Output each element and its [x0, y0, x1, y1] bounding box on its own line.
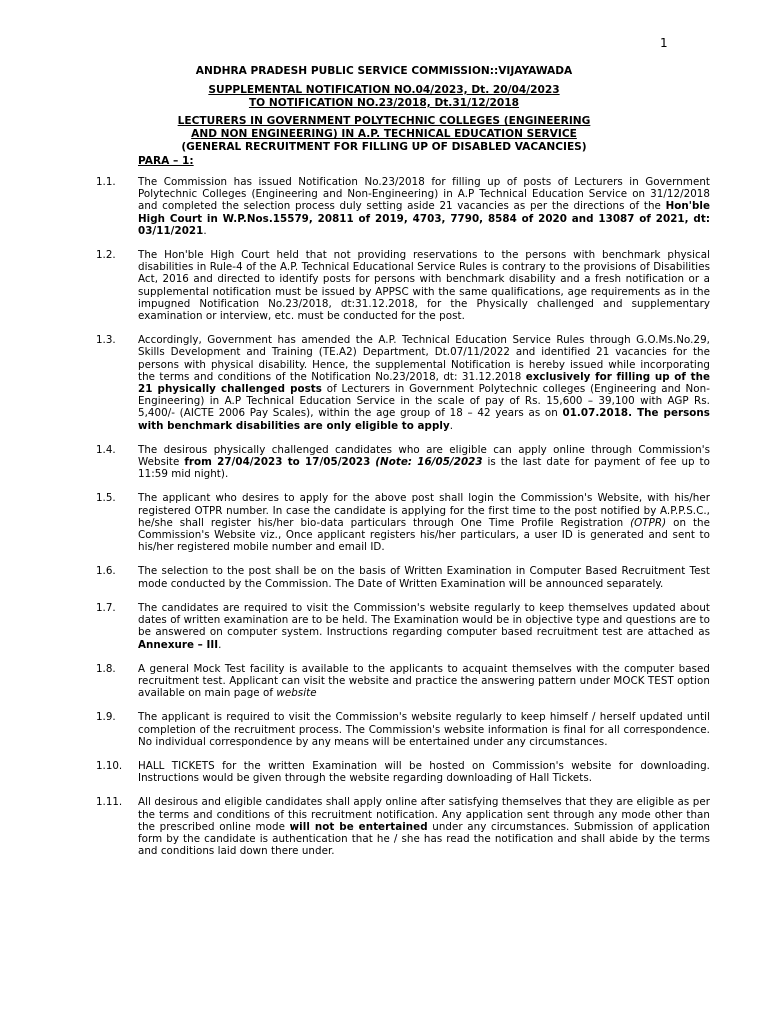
page-number: 1 — [660, 36, 668, 50]
paragraph-1-7: 1.7. The candidates are required to visit the Commission's website regularly to keep themselves updated about dates of written examination are to be held. The Examination would be in objective type and questions are to be answered on computer system. Instructions regarding computer based recruitment test are attached as Annexure – III. — [96, 601, 710, 651]
paragraph-1-2: 1.2. The Hon'ble High Court held that not providing reservations to the persons with benchmark physical disabilities in Rule-4 of the A.P. Technical Educational Service Rules is contrary to the provisions of Disabilities Act, 2016 and directed to identify posts for persons with benchmark disability and a fresh notification or a supplemental notification must be issued by APPSC with the same qualifications, age requirements as in the impugned Notification No.23/2018, dt:31.12.2018, for the Physically challenged and supplementary examination or interview, etc. must be conducted for the post. — [96, 249, 710, 323]
paragraph-1-8: 1.8. A general Mock Test facility is available to the applicants to acquaint themselves with the computer based recruitment test. Applicant can visit the website and practice the answering pattern under MOCK TEST option available on main page of website — [96, 662, 710, 700]
commission-title: ANDHRA PRADESH PUBLIC SERVICE COMMISSION::VIJAYAWADA — [195, 65, 573, 77]
notification-number: SUPPLEMENTAL NOTIFICATION NO.04/2023, Dt. 20/04/2023 — [208, 84, 560, 96]
post-title-line-1: LECTURERS IN GOVERNMENT POLYTECHNIC COLLEGES (ENGINEERING — [177, 115, 591, 127]
paragraph-1-6: 1.6. The selection to the post shall be on the basis of Written Examination in Computer Based Recruitment Test mode conducted by the Commission. The Date of Written Examination will be announced separately. — [96, 565, 710, 590]
paragraph-number: 1.2. — [96, 249, 116, 262]
paragraph-1-1: 1.1. The Commission has issued Notification No.23/2018 for filling up of posts of Lecturers in Government Polytechnic Colleges (Engineering and Non-Engineering) in A.P Technical Education Service on 31/12/2018 and completed the selection process duly setting aside 21 vacancies as per the directions of the Hon'ble High Court in W.P.Nos.15579, 20811 of 2019, 4703, 7790, 8584 of 2020 and 13087 of 2021, dt: 03/11/2021. — [96, 176, 710, 237]
paragraph-number: 1.6. — [96, 565, 116, 578]
paragraph-number: 1.3. — [96, 334, 116, 347]
paragraph-1-4: 1.4. The desirous physically challenged candidates who are eligible can apply online through Commission's Website from 27/04/2023 to 17/05/2023 (Note: 16/05/2023 is the last date for payment of fee up to 11:59 mid night). — [96, 443, 710, 481]
paragraph-1-10: 1.10. HALL TICKETS for the written Examination will be hosted on Commission's website for downloading. Instructions would be given through the website regarding downloading of Hall Tickets. — [96, 759, 710, 785]
recruitment-type: (GENERAL RECRUITMENT FOR FILLING UP OF DISABLED VACANCIES) — [181, 141, 587, 153]
paragraph-1-11: 1.11. All desirous and eligible candidates shall apply online after satisfying themselves that they are eligible as per the terms and conditions of this recruitment notification. Any application sent through any mode other than the prescribed online mode will not be entertained under any circumstances. Submission of application form by the candidate is authentication that he / she has read the notification and shall abide by the terms and conditions laid down there under. — [96, 796, 710, 858]
paragraph-number: 1.4. — [96, 443, 116, 456]
paragraph-number: 1.9. — [96, 711, 116, 724]
para-label: PARA – 1: — [138, 155, 194, 167]
notification-reference: TO NOTIFICATION NO.23/2018, Dt.31/12/2018 — [248, 97, 520, 109]
paragraph-1-5: 1.5. The applicant who desires to apply for the above post shall login the Commission's Website, with his/her registered OTPR number. In case the candidate is applying for the first time to the post notified by A.P.P.S.C., he/she shall register his/her bio-data particulars through One Time Profile Registration (OTPR) on the Commission's Website viz., Once applicant registers his/her particulars, a user ID is generated and sent to his/her registered mobile number and email ID. — [96, 492, 711, 554]
paragraph-number: 1.1. — [96, 176, 116, 188]
post-title-line-2: AND NON ENGINEERING) IN A.P. TECHNICAL EDUCATION SERVICE — [191, 128, 577, 140]
paragraph-1-3: 1.3. Accordingly, Government has amended the A.P. Technical Education Service Rules through G.O.Ms.No.29, Skills Development and Training (TE.A2) Department, Dt.07/11/2022 and identified 21 vacancies for the persons with physical disability. Hence, the supplemental Notification is hereby issued while incorporating the terms and conditions of the Notification No.23/2018, dt: 31.12.2018 exclusively for filling up of the 21 physically challenged posts of Lecturers in Government Polytechnic colleges (Engineering and Non-Engineering) in A.P Technical Education Service in the scale of pay of Rs. 15,600 – 39,100 with AGP Rs. 5,400/- (AICTE 2006 Pay Scales), within the age group of 18 – 42 years as on 01.07.2018. The persons with benchmark disabilities are only eligible to apply. — [96, 334, 710, 432]
paragraph-list — [0, 176, 768, 869]
paragraph-number: 1.10. — [96, 759, 123, 772]
paragraph-1-9: 1.9. The applicant is required to visit the Commission's website regularly to keep himself / herself updated until completion of the recruitment process. The Commission's website information is final for all correspondence. No individual correspondence by any means will be entertained under any circumstances. — [96, 711, 710, 748]
paragraph-number: 1.11. — [96, 796, 123, 809]
paragraph-number: 1.7. — [96, 601, 116, 614]
paragraph-number: 1.5. — [96, 492, 116, 505]
paragraph-number: 1.8. — [96, 662, 116, 675]
